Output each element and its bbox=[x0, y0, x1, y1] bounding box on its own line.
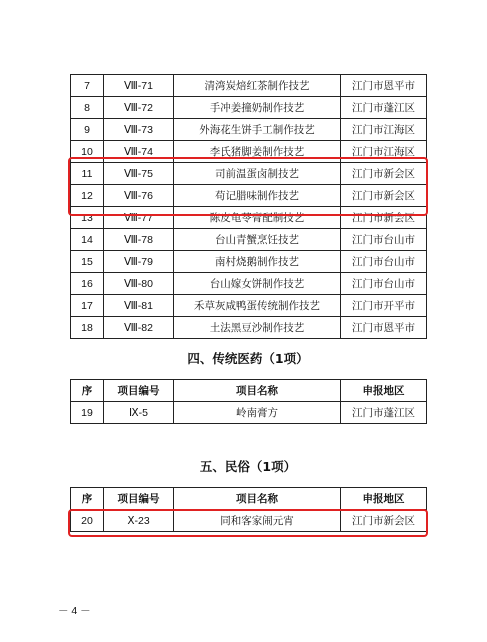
cell-name: 陈皮龟苓膏配制技艺 bbox=[174, 207, 341, 229]
cell-region: 江门市台山市 bbox=[341, 251, 427, 273]
highlight-box-row-20 bbox=[68, 509, 428, 537]
cell-name: 司前温蛋卤制技艺 bbox=[174, 163, 341, 185]
cell-code: Ⅸ-5 bbox=[104, 402, 174, 424]
table-row bbox=[71, 273, 427, 295]
cell-code: Ⅷ-82 bbox=[104, 317, 174, 339]
header-no: 序 bbox=[71, 488, 104, 510]
table-row bbox=[71, 402, 427, 424]
cell-region: 江门市蓬江区 bbox=[341, 402, 427, 424]
cell-no: 14 bbox=[71, 229, 104, 251]
cell-no: 9 bbox=[71, 119, 104, 141]
cell-code: Ⅷ-72 bbox=[104, 97, 174, 119]
cell-no: 19 bbox=[71, 402, 104, 424]
cell-no: 20 bbox=[71, 510, 104, 532]
header-region: 申报地区 bbox=[341, 488, 427, 510]
cell-region: 江门市蓬江区 bbox=[341, 97, 427, 119]
cell-code: Ⅷ-78 bbox=[104, 229, 174, 251]
cell-code: Ⅷ-79 bbox=[104, 251, 174, 273]
table-row bbox=[71, 295, 427, 317]
header-no: 序 bbox=[71, 380, 104, 402]
cell-code: Ⅷ-81 bbox=[104, 295, 174, 317]
cell-code: Ⅷ-71 bbox=[104, 75, 174, 97]
cell-no: 7 bbox=[71, 75, 104, 97]
header-code: 项目编号 bbox=[104, 380, 174, 402]
table-header-row bbox=[71, 380, 427, 402]
cell-code: Ⅷ-80 bbox=[104, 273, 174, 295]
cell-no: 11 bbox=[71, 163, 104, 185]
cell-name: 清湾炭焙红茶制作技艺 bbox=[174, 75, 341, 97]
cell-name: 岭南膏方 bbox=[174, 402, 341, 424]
cell-code: Ⅷ-75 bbox=[104, 163, 174, 185]
cell-no: 16 bbox=[71, 273, 104, 295]
table-header-row bbox=[71, 488, 427, 510]
header-code: 项目编号 bbox=[104, 488, 174, 510]
cell-no: 10 bbox=[71, 141, 104, 163]
cell-code: Ⅷ-76 bbox=[104, 185, 174, 207]
cell-name: 同和客家闹元宵 bbox=[174, 510, 341, 532]
cell-code: Ⅹ-23 bbox=[104, 510, 174, 532]
header-name: 项目名称 bbox=[174, 488, 341, 510]
section-title-traditional-medicine: 四、传统医药（1项） bbox=[187, 351, 309, 366]
cell-region: 江门市新会区 bbox=[341, 510, 427, 532]
cell-name: 苟记腊味制作技艺 bbox=[174, 185, 341, 207]
cell-code: Ⅷ-73 bbox=[104, 119, 174, 141]
cell-name: 台山青蟹烹饪技艺 bbox=[174, 229, 341, 251]
table-row bbox=[71, 251, 427, 273]
cell-name: 外海花生饼手工制作技艺 bbox=[174, 119, 341, 141]
cell-no: 12 bbox=[71, 185, 104, 207]
cell-code: Ⅷ-74 bbox=[104, 141, 174, 163]
highlight-box-xinhui-rows bbox=[68, 157, 428, 216]
table-row bbox=[71, 229, 427, 251]
cell-no: 13 bbox=[71, 207, 104, 229]
cell-no: 15 bbox=[71, 251, 104, 273]
cell-no: 18 bbox=[71, 317, 104, 339]
cell-region: 江门市新会区 bbox=[341, 163, 427, 185]
table-row bbox=[71, 75, 427, 97]
cell-region: 江门市新会区 bbox=[341, 207, 427, 229]
cell-no: 17 bbox=[71, 295, 104, 317]
cell-name: 禾草灰咸鸭蛋传统制作技艺 bbox=[174, 295, 341, 317]
header-name: 项目名称 bbox=[174, 380, 341, 402]
cell-name: 南村烧鹅制作技艺 bbox=[174, 251, 341, 273]
cell-name: 台山嫁女饼制作技艺 bbox=[174, 273, 341, 295]
page-number: － 4 － bbox=[58, 605, 91, 617]
cell-region: 江门市新会区 bbox=[341, 185, 427, 207]
heritage-table-medicine bbox=[70, 379, 427, 424]
cell-region: 江门市江海区 bbox=[341, 141, 427, 163]
cell-no: 8 bbox=[71, 97, 104, 119]
cell-region: 江门市江海区 bbox=[341, 119, 427, 141]
cell-code: Ⅷ-77 bbox=[104, 207, 174, 229]
cell-name: 手冲姜撞奶制作技艺 bbox=[174, 97, 341, 119]
cell-region: 江门市开平市 bbox=[341, 295, 427, 317]
section-title-folk-custom: 五、民俗（1项） bbox=[199, 459, 297, 474]
cell-region: 江门市台山市 bbox=[341, 229, 427, 251]
cell-region: 江门市恩平市 bbox=[341, 317, 427, 339]
header-region: 申报地区 bbox=[341, 380, 427, 402]
cell-name: 李氏猪脚姜制作技艺 bbox=[174, 141, 341, 163]
cell-region: 江门市恩平市 bbox=[341, 75, 427, 97]
table-row bbox=[71, 317, 427, 339]
cell-name: 土法黑豆沙制作技艺 bbox=[174, 317, 341, 339]
cell-region: 江门市台山市 bbox=[341, 273, 427, 295]
table-row bbox=[71, 97, 427, 119]
table-row bbox=[71, 119, 427, 141]
